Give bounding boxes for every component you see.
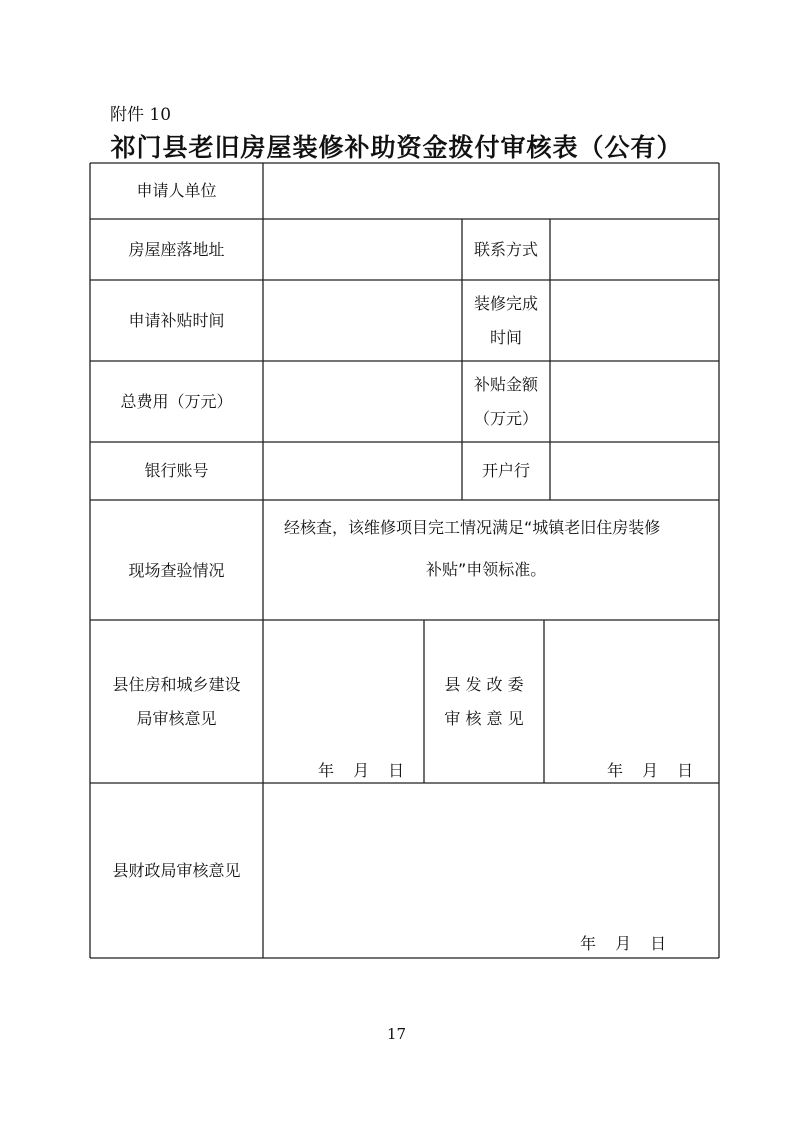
form-title: 祁门县老旧房屋装修补助资金拨付审核表（公有） [110,133,683,162]
bank-account-field [263,442,462,500]
inspection-text-line1: 经核查，该维修项目完工情况满足“城镇老旧住房装修 [284,518,661,537]
subsidy-amount-field [550,361,719,442]
address-field [263,219,462,280]
completion-time-label-line2: 时间 [489,327,522,347]
completion-time-field [550,280,719,361]
subsidy-amount-label [462,361,550,442]
page-number: 17 [386,1025,407,1043]
inspection-label-cell [90,500,263,620]
bank-label: 开户行 [481,461,530,480]
inspection-label: 现场查验情况 [128,561,225,580]
drc-label-line1: 县 发 改 委 [444,674,524,694]
housing-bureau-label-line2: 局审核意见 [136,708,217,728]
drc-date: 年 月 日 [607,761,694,780]
contact-field [550,219,719,280]
total-cost-label: 总费用（万元） [120,391,233,411]
contact-label: 联系方式 [473,239,538,259]
finance-date: 年 月 日 [580,934,667,953]
annex-label: 附件 10 [110,105,172,125]
apply-time-label: 申请补贴时间 [128,310,225,330]
total-cost-field [263,361,462,442]
apply-time-field [263,280,462,361]
address-label: 房屋座落地址 [128,239,225,259]
bank-field [550,442,719,500]
bank-account-label: 银行账号 [144,461,209,480]
completion-time-label-line1: 装修完成 [473,293,538,313]
housing-bureau-label [90,620,263,783]
applicant-unit-label: 申请人单位 [136,181,217,200]
housing-bureau-date: 年 月 日 [318,761,405,780]
completion-time-label [462,280,550,361]
inspection-text-line2: 补贴”申领标准。 [426,560,547,579]
applicant-unit-field [263,163,719,219]
subsidy-amount-label-line2: （万元） [473,408,538,428]
drc-label-line2: 审 核 意 见 [444,708,524,728]
subsidy-amount-label-line1: 补贴金额 [473,374,538,394]
housing-bureau-label-line1: 县住房和城乡建设 [112,674,241,694]
drc-label [424,620,544,783]
finance-label: 县财政局审核意见 [112,860,241,880]
